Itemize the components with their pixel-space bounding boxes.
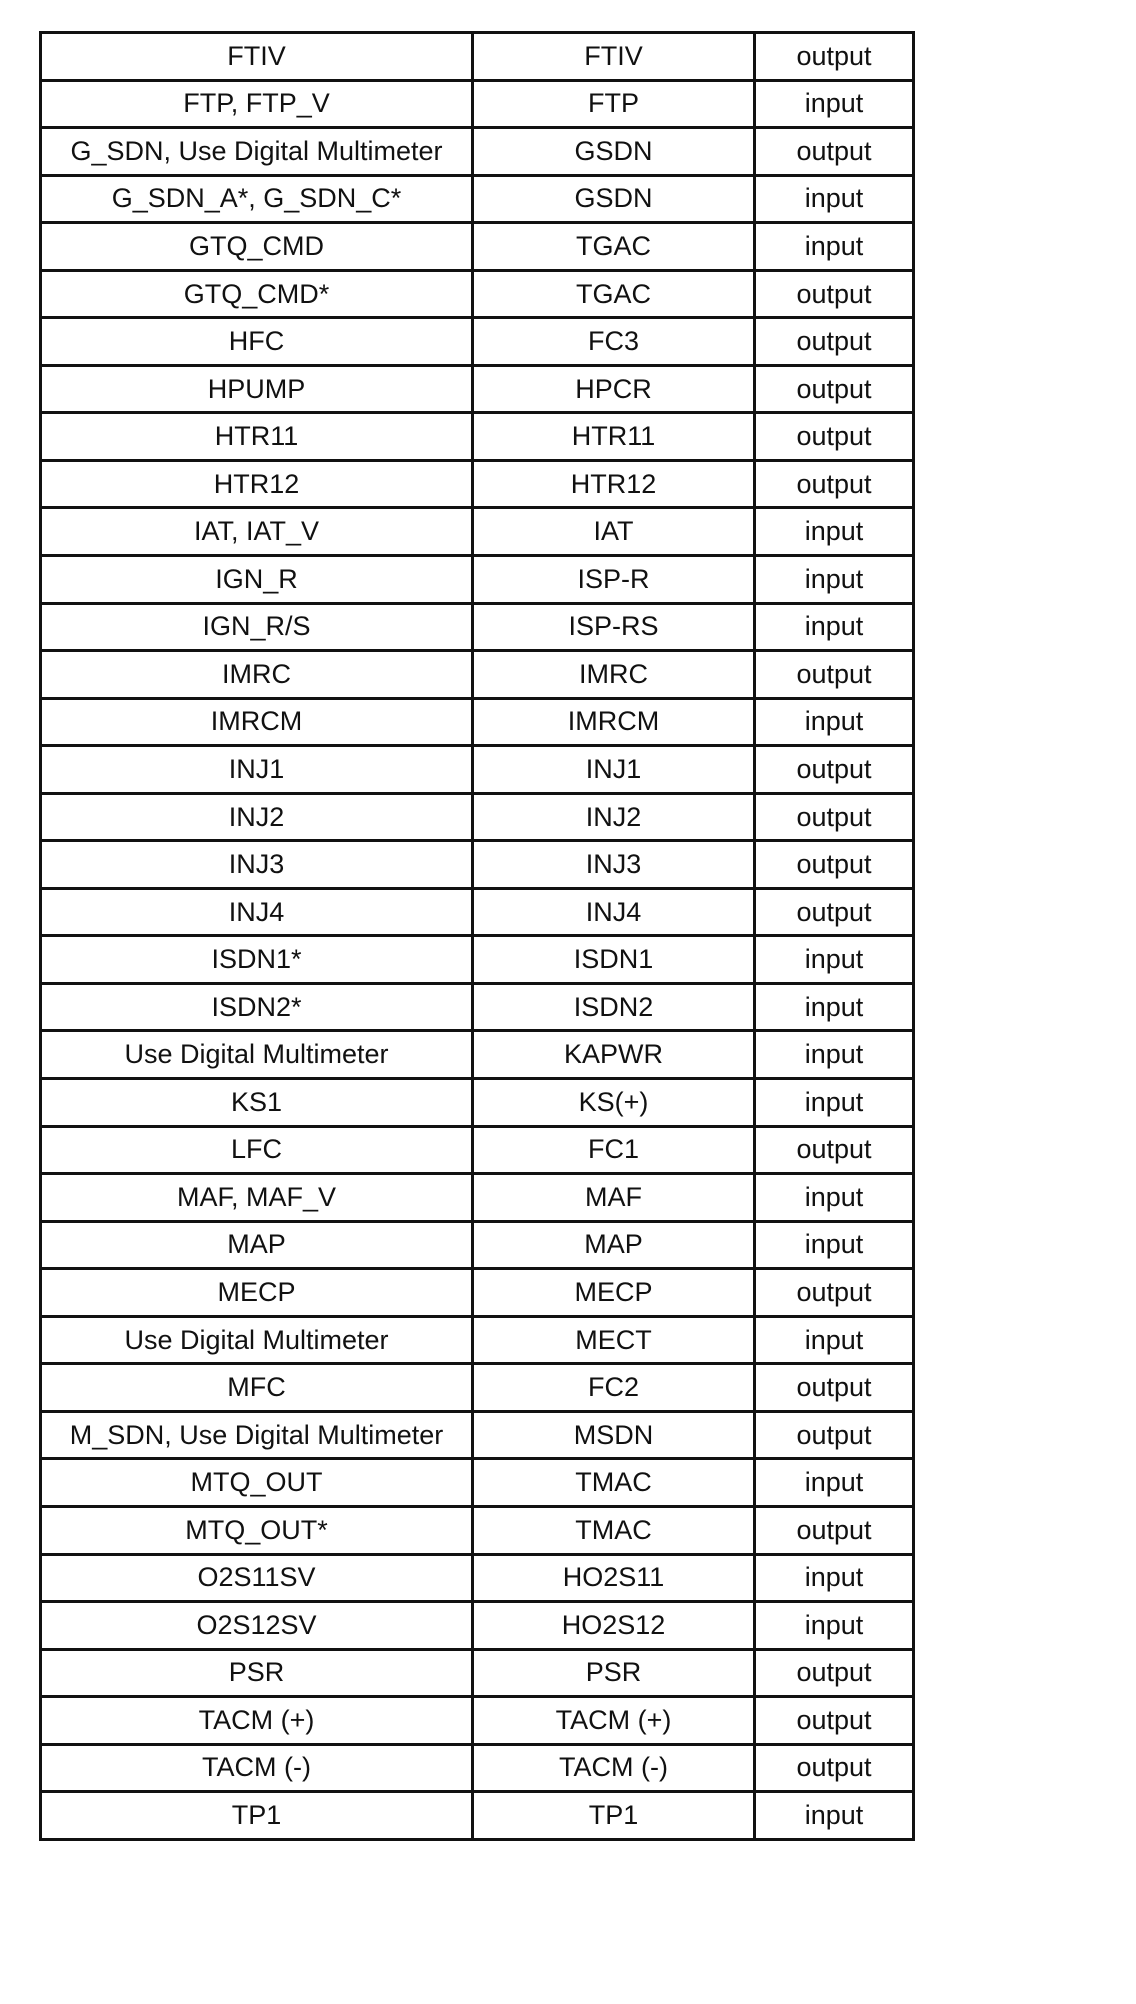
direction-cell: output: [755, 270, 914, 318]
pin-name-cell: HO2S12: [473, 1602, 755, 1650]
direction-cell: output: [755, 33, 914, 81]
direction-cell: input: [755, 1079, 914, 1127]
table-row: [41, 1459, 914, 1507]
signal-name-cell: HPUMP: [41, 365, 473, 413]
direction-cell: output: [755, 1364, 914, 1412]
pin-name-cell: MSDN: [473, 1411, 755, 1459]
direction-cell: output: [755, 460, 914, 508]
direction-cell: output: [755, 888, 914, 936]
pin-name-cell: ISDN2: [473, 983, 755, 1031]
direction-cell: output: [755, 746, 914, 794]
signal-name-cell: MTQ_OUT: [41, 1459, 473, 1507]
table-row: [41, 651, 914, 699]
pin-name-cell: FC1: [473, 1126, 755, 1174]
signal-name-cell: GTQ_CMD: [41, 223, 473, 271]
pin-name-cell: KAPWR: [473, 1031, 755, 1079]
direction-cell: output: [755, 413, 914, 461]
signal-name-cell: IGN_R: [41, 556, 473, 604]
pin-name-cell: GSDN: [473, 128, 755, 176]
pin-name-cell: TGAC: [473, 223, 755, 271]
pin-name-cell: INJ4: [473, 888, 755, 936]
signal-name-cell: MFC: [41, 1364, 473, 1412]
table-row: [41, 1602, 914, 1650]
table-row: [41, 1221, 914, 1269]
signal-name-cell: Use Digital Multimeter: [41, 1316, 473, 1364]
pin-name-cell: HTR11: [473, 413, 755, 461]
direction-cell: input: [755, 936, 914, 984]
table-row: [41, 318, 914, 366]
direction-cell: output: [755, 1411, 914, 1459]
direction-cell: output: [755, 128, 914, 176]
signal-name-cell: KS1: [41, 1079, 473, 1127]
table-row: [41, 603, 914, 651]
direction-cell: input: [755, 1459, 914, 1507]
signal-name-cell: IMRCM: [41, 698, 473, 746]
signal-name-cell: ISDN2*: [41, 983, 473, 1031]
pin-name-cell: FC3: [473, 318, 755, 366]
table-row: [41, 270, 914, 318]
direction-cell: input: [755, 80, 914, 128]
signal-name-cell: IAT, IAT_V: [41, 508, 473, 556]
signal-name-cell: G_SDN_A*, G_SDN_C*: [41, 175, 473, 223]
signal-name-cell: HFC: [41, 318, 473, 366]
signal-name-cell: INJ3: [41, 841, 473, 889]
signal-name-cell: TACM (-): [41, 1744, 473, 1792]
direction-cell: input: [755, 1174, 914, 1222]
table-row: [41, 1079, 914, 1127]
signal-name-cell: MAF, MAF_V: [41, 1174, 473, 1222]
pin-name-cell: TP1: [473, 1792, 755, 1840]
signal-table: [39, 31, 915, 1841]
direction-cell: input: [755, 1031, 914, 1079]
pin-name-cell: HO2S11: [473, 1554, 755, 1602]
pin-name-cell: MAP: [473, 1221, 755, 1269]
signal-name-cell: IGN_R/S: [41, 603, 473, 651]
table-row: [41, 1126, 914, 1174]
signal-name-cell: TP1: [41, 1792, 473, 1840]
table-row: [41, 698, 914, 746]
direction-cell: output: [755, 365, 914, 413]
signal-name-cell: MAP: [41, 1221, 473, 1269]
signal-name-cell: IMRC: [41, 651, 473, 699]
table-row: [41, 365, 914, 413]
signal-name-cell: Use Digital Multimeter: [41, 1031, 473, 1079]
direction-cell: output: [755, 793, 914, 841]
signal-name-cell: HTR12: [41, 460, 473, 508]
signal-name-cell: INJ2: [41, 793, 473, 841]
pin-name-cell: FC2: [473, 1364, 755, 1412]
table-row: [41, 841, 914, 889]
pin-name-cell: MAF: [473, 1174, 755, 1222]
pin-name-cell: INJ3: [473, 841, 755, 889]
direction-cell: input: [755, 556, 914, 604]
table-row: [41, 460, 914, 508]
direction-cell: input: [755, 1602, 914, 1650]
pin-name-cell: TGAC: [473, 270, 755, 318]
pin-name-cell: INJ1: [473, 746, 755, 794]
signal-name-cell: ISDN1*: [41, 936, 473, 984]
pin-name-cell: ISDN1: [473, 936, 755, 984]
pin-name-cell: TACM (-): [473, 1744, 755, 1792]
direction-cell: output: [755, 841, 914, 889]
table-row: [41, 793, 914, 841]
direction-cell: output: [755, 1697, 914, 1745]
direction-cell: output: [755, 1506, 914, 1554]
signal-name-cell: GTQ_CMD*: [41, 270, 473, 318]
signal-name-cell: INJ1: [41, 746, 473, 794]
direction-cell: input: [755, 1316, 914, 1364]
table-row: [41, 936, 914, 984]
signal-name-cell: TACM (+): [41, 1697, 473, 1745]
signal-name-cell: MTQ_OUT*: [41, 1506, 473, 1554]
direction-cell: output: [755, 318, 914, 366]
direction-cell: output: [755, 1744, 914, 1792]
pin-name-cell: TMAC: [473, 1459, 755, 1507]
direction-cell: input: [755, 508, 914, 556]
pin-name-cell: IMRC: [473, 651, 755, 699]
direction-cell: input: [755, 603, 914, 651]
pin-name-cell: GSDN: [473, 175, 755, 223]
signal-name-cell: FTIV: [41, 33, 473, 81]
pin-name-cell: INJ2: [473, 793, 755, 841]
signal-name-cell: O2S12SV: [41, 1602, 473, 1650]
table-row: [41, 175, 914, 223]
table-row: [41, 1554, 914, 1602]
pin-name-cell: HTR12: [473, 460, 755, 508]
pin-name-cell: IAT: [473, 508, 755, 556]
table-row: [41, 33, 914, 81]
signal-name-cell: PSR: [41, 1649, 473, 1697]
table-row: [41, 888, 914, 936]
table-row: [41, 1744, 914, 1792]
pin-name-cell: KS(+): [473, 1079, 755, 1127]
table-row: [41, 1364, 914, 1412]
pin-name-cell: TACM (+): [473, 1697, 755, 1745]
table-row: [41, 556, 914, 604]
signal-name-cell: M_SDN, Use Digital Multimeter: [41, 1411, 473, 1459]
table-row: [41, 1031, 914, 1079]
pin-name-cell: FTIV: [473, 33, 755, 81]
direction-cell: output: [755, 651, 914, 699]
signal-name-cell: LFC: [41, 1126, 473, 1174]
signal-name-cell: O2S11SV: [41, 1554, 473, 1602]
table-row: [41, 1792, 914, 1840]
table-row: [41, 1269, 914, 1317]
direction-cell: input: [755, 1792, 914, 1840]
direction-cell: output: [755, 1126, 914, 1174]
signal-name-cell: G_SDN, Use Digital Multimeter: [41, 128, 473, 176]
table-row: [41, 1316, 914, 1364]
signal-name-cell: INJ4: [41, 888, 473, 936]
direction-cell: output: [755, 1269, 914, 1317]
table-row: [41, 1649, 914, 1697]
pin-name-cell: HPCR: [473, 365, 755, 413]
pin-name-cell: FTP: [473, 80, 755, 128]
table-row: [41, 1411, 914, 1459]
table-row: [41, 1697, 914, 1745]
direction-cell: input: [755, 1554, 914, 1602]
pin-name-cell: MECT: [473, 1316, 755, 1364]
pin-name-cell: ISP-R: [473, 556, 755, 604]
direction-cell: input: [755, 175, 914, 223]
signal-name-cell: HTR11: [41, 413, 473, 461]
pin-name-cell: PSR: [473, 1649, 755, 1697]
direction-cell: output: [755, 1649, 914, 1697]
direction-cell: input: [755, 223, 914, 271]
pin-name-cell: IMRCM: [473, 698, 755, 746]
table-row: [41, 413, 914, 461]
pin-name-cell: TMAC: [473, 1506, 755, 1554]
table-row: [41, 1174, 914, 1222]
table-row: [41, 508, 914, 556]
pin-name-cell: ISP-RS: [473, 603, 755, 651]
table-row: [41, 80, 914, 128]
direction-cell: input: [755, 983, 914, 1031]
table-row: [41, 746, 914, 794]
signal-table-body: [41, 33, 914, 1840]
table-row: [41, 983, 914, 1031]
table-row: [41, 128, 914, 176]
pin-name-cell: MECP: [473, 1269, 755, 1317]
table-row: [41, 1506, 914, 1554]
direction-cell: input: [755, 698, 914, 746]
signal-name-cell: MECP: [41, 1269, 473, 1317]
signal-name-cell: FTP, FTP_V: [41, 80, 473, 128]
table-row: [41, 223, 914, 271]
direction-cell: input: [755, 1221, 914, 1269]
